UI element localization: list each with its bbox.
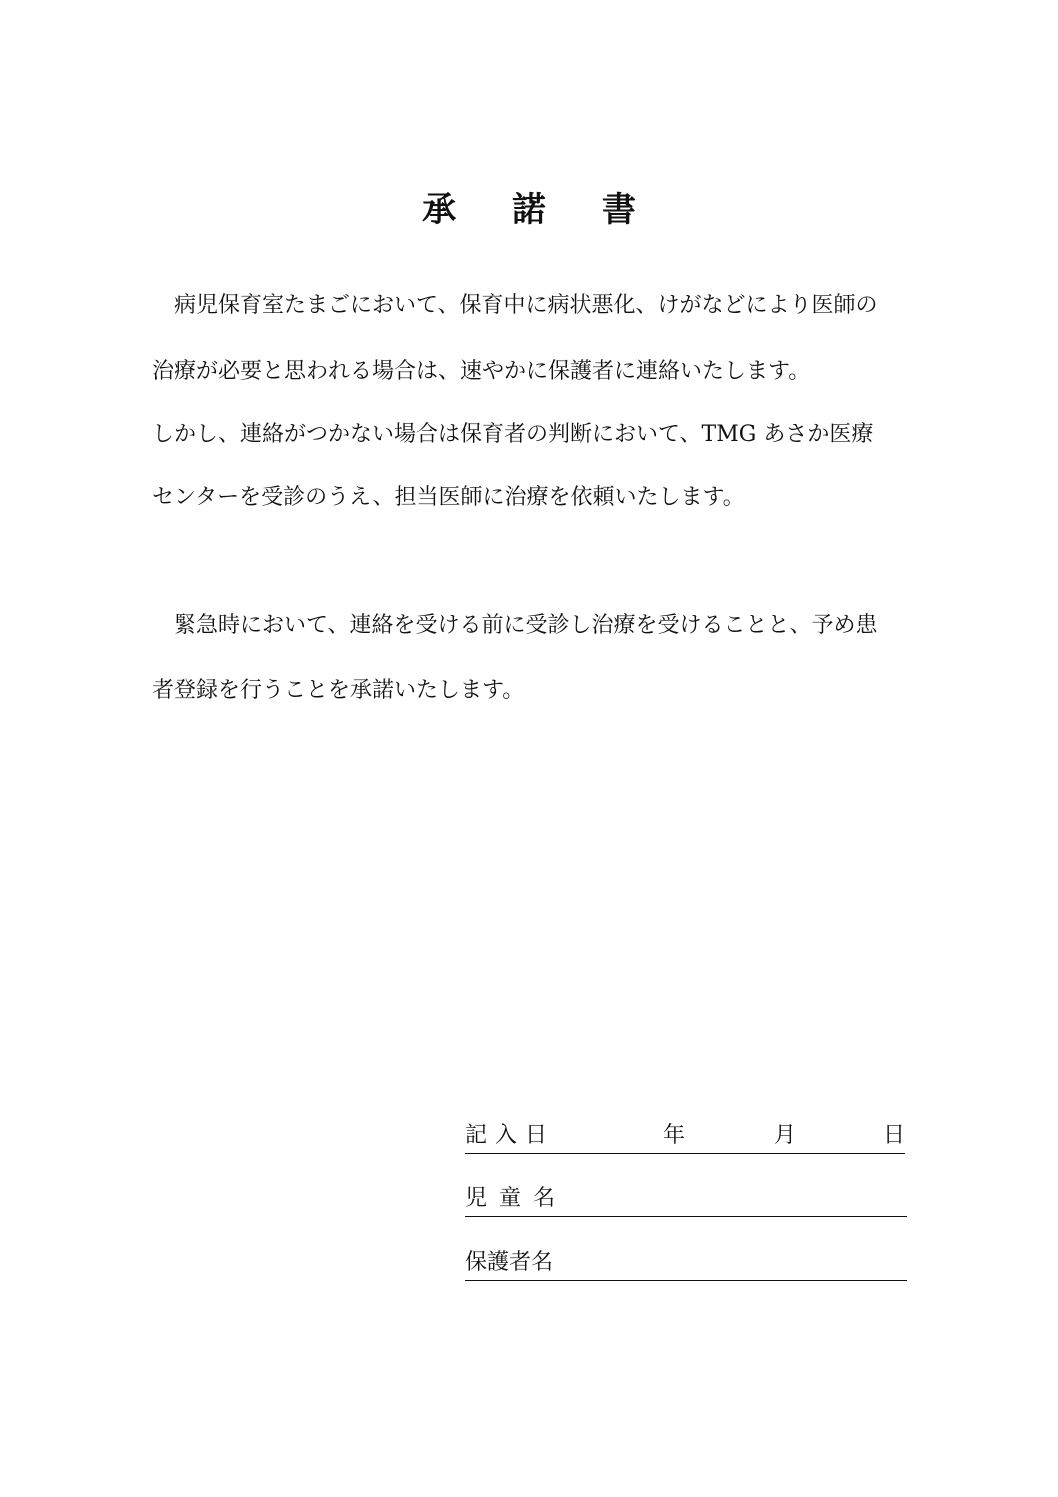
document-title: 承 諾 書 (422, 190, 658, 230)
guardian-name-field[interactable] (465, 1246, 907, 1281)
paragraph1-line1: 病児保育室たまごにおいて、保育中に病状悪化、けがなどにより医師の (152, 293, 878, 318)
entry-date-field[interactable] (465, 1119, 905, 1154)
paragraph2-line2: 者登録を行うことを承諾いたします。 (152, 678, 525, 703)
paragraph1-line4: センターを受診のうえ、担当医師に治療を依頼いたします。 (152, 485, 745, 510)
day-label: 日 (883, 1123, 906, 1148)
child-name-label: 児童名 (465, 1186, 568, 1211)
entry-date-label: 記入日 (465, 1123, 556, 1148)
guardian-name-label: 保護者名 (465, 1250, 554, 1275)
paragraph2-line1: 緊急時において、連絡を受ける前に受診し治療を受けることと、予め患 (152, 613, 878, 638)
child-name-field[interactable] (465, 1182, 907, 1217)
paragraph1-line3: しかし、連絡がつかない場合は保育者の判断において、TMG あさか医療 (152, 422, 874, 447)
year-label: 年 (663, 1123, 686, 1148)
paragraph1-line2: 治療が必要と思われる場合は、速やかに保護者に連絡いたします。 (152, 359, 811, 384)
month-label: 月 (774, 1123, 797, 1148)
